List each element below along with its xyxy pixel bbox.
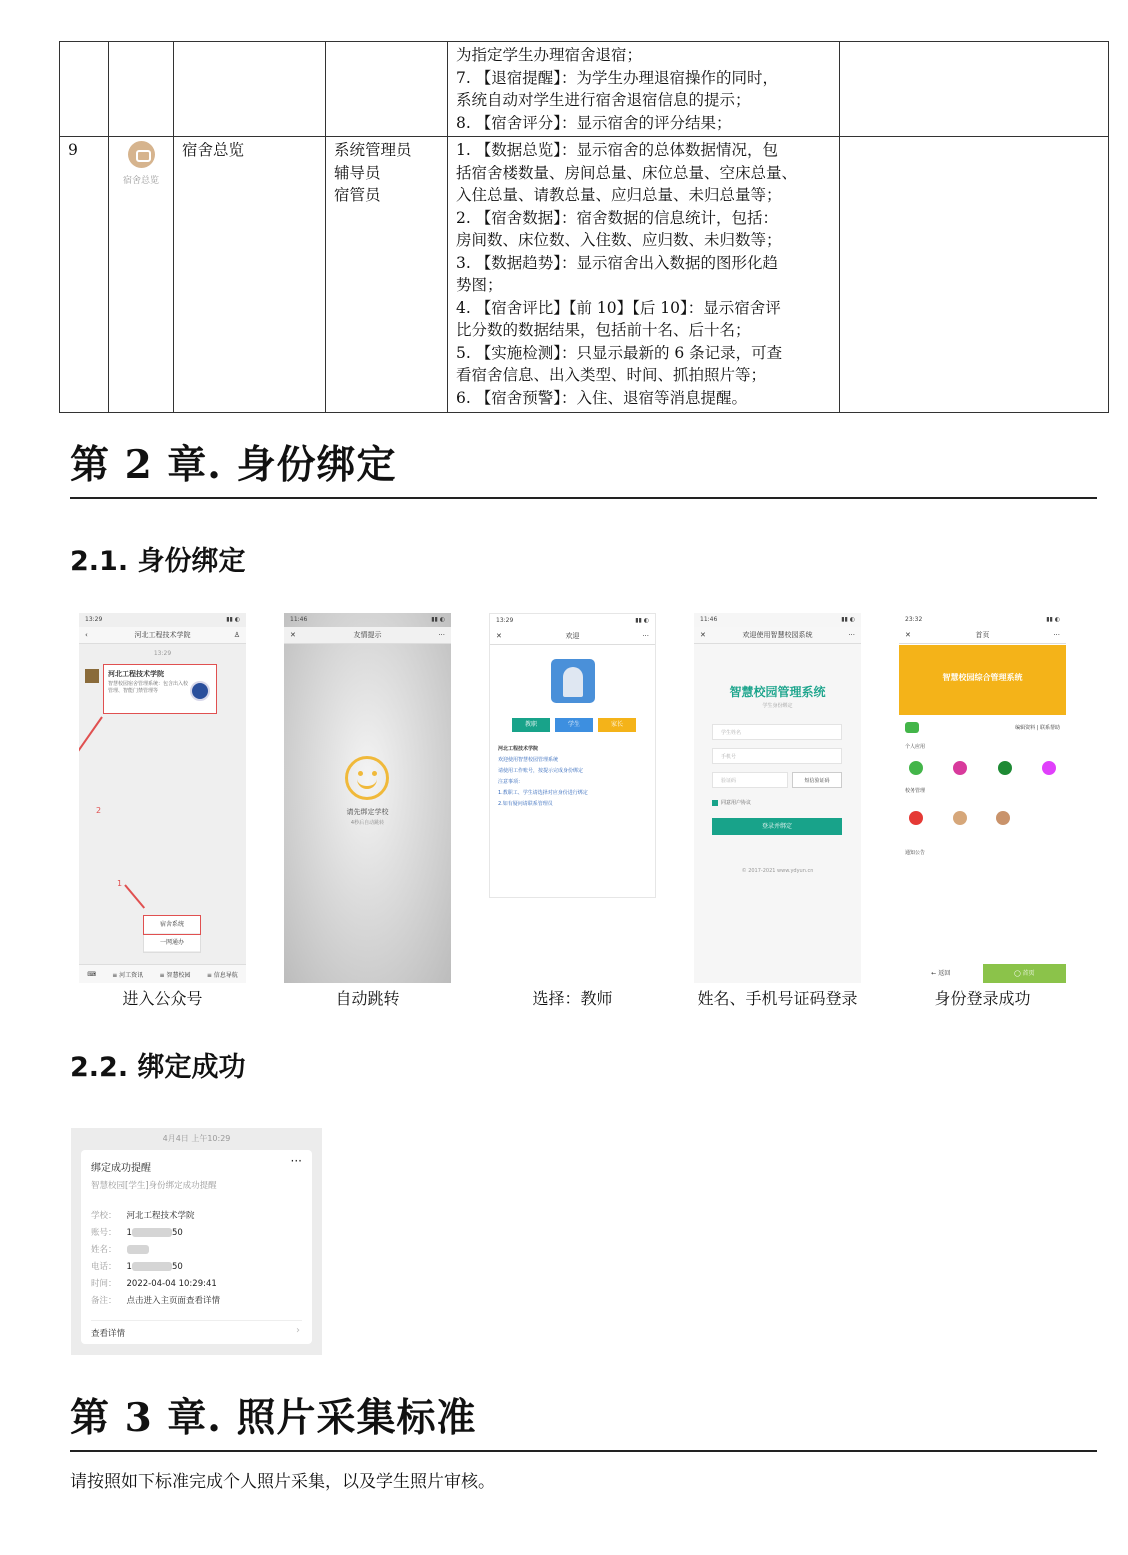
- role-buttons: [512, 718, 636, 732]
- annotation-arrow: [124, 884, 145, 908]
- module-table: [59, 41, 1109, 413]
- role: 宿管员: [334, 186, 381, 204]
- table-cell: [60, 42, 109, 137]
- notification-date: 4月4日 上午10:29: [162, 1134, 231, 1143]
- table-cell: [326, 42, 448, 137]
- card-title: 河北工程技术学院: [108, 670, 164, 678]
- notice-line: 2.如有疑问请联系管理员: [498, 801, 553, 807]
- dorm-overview-icon: [128, 141, 155, 168]
- description-cell: [448, 42, 840, 137]
- module-name: 宿舍总览: [174, 137, 326, 413]
- annotation-label: 2: [96, 806, 102, 815]
- close-icon[interactable]: ✕: [700, 631, 706, 639]
- screenshot-login: [694, 613, 861, 983]
- app-row: [909, 811, 1010, 825]
- tab-back[interactable]: ← 返回: [931, 970, 951, 977]
- field-value: 1: [126, 1262, 132, 1272]
- table-cell: [840, 42, 1109, 137]
- more-icon[interactable]: ···: [642, 632, 649, 640]
- app-icon[interactable]: [998, 761, 1012, 775]
- home-banner: [899, 645, 1066, 715]
- code-field[interactable]: 验证码: [712, 772, 788, 788]
- body-paragraph: 请按照如下标准完成个人照片采集，以及学生照片审核。: [70, 1472, 495, 1492]
- app-icon[interactable]: [909, 761, 923, 775]
- keyboard-icon[interactable]: ⌨: [87, 970, 96, 978]
- caption: 身份登录成功: [934, 989, 1031, 1008]
- redaction-blur: [132, 1262, 172, 1271]
- description-line: 4. 【宿舍评比】【前 10】【后 10】：显示宿舍评: [456, 298, 781, 317]
- table-cell: [109, 42, 174, 137]
- article-card[interactable]: [103, 664, 217, 714]
- description-line: 括宿舍楼数量、房间总量、床位总量、空床总量、: [456, 163, 798, 182]
- user-bar: [905, 717, 1060, 737]
- table-cell: [174, 42, 326, 137]
- app-icon[interactable]: [1042, 761, 1056, 775]
- divider: [91, 1320, 302, 1321]
- chapter-rule: [70, 497, 1097, 499]
- field-value-tail: 50: [171, 1262, 183, 1272]
- app-subtitle: 学生身份绑定: [762, 703, 793, 709]
- description-line: 2. 【宿舍数据】：宿舍数据的信息统计，包括：: [456, 208, 778, 227]
- notice-message: 请先绑定学校: [346, 808, 389, 816]
- wechat-icon: [905, 722, 919, 733]
- role-student-button[interactable]: 学生: [555, 718, 593, 732]
- more-icon[interactable]: ···: [290, 1154, 302, 1168]
- caption: 选择：教师: [532, 989, 613, 1008]
- notice-line: 1.教职工、学生请选择对应身份进行绑定: [498, 790, 588, 796]
- notice-sub: 4秒后自动跳转: [350, 820, 385, 826]
- redaction-blur: [127, 1245, 149, 1254]
- bottom-tabs: [899, 964, 1066, 983]
- screenshot-redirect: [284, 613, 451, 983]
- status-time: 11:46: [290, 616, 308, 623]
- field-key: 电话：: [91, 1262, 117, 1272]
- popup-menu: [143, 915, 201, 953]
- notice-line: 请使用工作账号，按提示完成身份绑定: [498, 768, 584, 774]
- nav-title: 友情提示: [353, 631, 382, 639]
- status-time: 11:46: [700, 616, 718, 623]
- battery-icon: ▮▮ ◐: [226, 616, 240, 623]
- description-line: 8. 【宿舍评分】：显示宿舍的评分结果；: [456, 113, 732, 132]
- description-line: 3. 【数据趋势】：显示宿舍出入数据的图形化趋: [456, 253, 778, 272]
- send-code-button[interactable]: 短信验证码: [792, 772, 842, 788]
- description-line: 系统自动对学生进行宿舍退宿信息的提示；: [456, 91, 751, 109]
- tab-home[interactable]: ◯ 首页: [983, 964, 1067, 983]
- status-time: 13:29: [496, 617, 514, 624]
- profile-icon[interactable]: ♙: [233, 631, 240, 639]
- close-icon[interactable]: ✕: [290, 631, 296, 639]
- caption: 进入公众号: [122, 989, 203, 1008]
- field-key: 学校：: [91, 1211, 117, 1221]
- app-row: [909, 761, 1056, 775]
- description-line: 看宿舍信息、出入类型、时间、抓拍照片等；: [456, 366, 767, 384]
- field-row: [91, 1260, 183, 1272]
- bottom-menu-item[interactable]: ≡ 信息导航: [206, 971, 238, 979]
- table-row: [60, 137, 1109, 413]
- field-value: 河北工程技术学院: [126, 1211, 195, 1221]
- icon-label: 宿舍总览: [122, 175, 159, 186]
- field-row: [91, 1209, 195, 1221]
- avatar: [85, 669, 99, 683]
- close-icon[interactable]: ✕: [905, 631, 911, 639]
- battery-icon: ▮▮ ◐: [431, 616, 445, 623]
- back-icon[interactable]: ‹: [85, 631, 88, 639]
- more-icon[interactable]: ···: [1053, 631, 1060, 639]
- nav-title: 河北工程技术学院: [134, 631, 191, 639]
- bottom-menu-item[interactable]: ≡ 智慧校园: [159, 971, 191, 979]
- description-line: 比分数的数据结果，包括前十名、后十名；: [456, 321, 751, 339]
- close-icon[interactable]: ✕: [496, 632, 502, 640]
- app-icon[interactable]: [953, 811, 967, 825]
- school-logo-icon: [190, 681, 210, 701]
- notice-title: 河北工程技术学院: [498, 746, 539, 752]
- field-key: 姓名：: [91, 1245, 117, 1255]
- menu-item-dorm-system[interactable]: 宿舍系统: [144, 916, 200, 934]
- description-line: 5. 【实施检测】：只显示最新的 6 条记录，可查: [456, 343, 783, 362]
- agree-checkbox[interactable]: 同意用户协议: [712, 799, 751, 806]
- description-line: 入住总量、请教总量、应归总量、未归总量等；: [456, 186, 782, 204]
- phone-field[interactable]: 手机号: [712, 748, 842, 764]
- chapter-rule: [70, 1450, 1097, 1452]
- view-details-link[interactable]: 查看详情: [91, 1329, 126, 1339]
- app-icon[interactable]: [996, 811, 1010, 825]
- user-links[interactable]: 编辑资料 | 联系帮助: [1015, 724, 1060, 731]
- card-desc: 智慧校园宿舍管理系统：包含出入校管理、智能门禁管理等: [108, 681, 189, 694]
- field-row: [91, 1277, 217, 1289]
- table-cell: [840, 137, 1109, 413]
- message-time: 13:29: [153, 650, 172, 657]
- notice-line: 欢迎使用智慧校园管理系统: [498, 757, 559, 763]
- role-parent-button[interactable]: 家长: [598, 718, 636, 732]
- menu-item-one-stop[interactable]: 一网通办: [144, 934, 200, 952]
- screenshot-role-select: [489, 613, 656, 898]
- section-label: 通知公告: [905, 850, 926, 856]
- chapter-3-title: 第 3 章. 照片采集标准: [70, 1395, 477, 1441]
- caption: 自动跳转: [335, 989, 400, 1008]
- redaction-blur: [132, 1228, 172, 1237]
- nav-title: 欢迎使用智慧校园系统: [742, 631, 813, 639]
- status-time: 13:29: [85, 616, 103, 623]
- field-value: 2022-04-04 10:29:41: [126, 1279, 217, 1289]
- nav-title: 欢迎: [565, 632, 580, 640]
- bind-success-notification: [71, 1128, 322, 1355]
- field-value-tail: 50: [171, 1228, 183, 1238]
- user-avatar-icon: [551, 659, 595, 703]
- bottom-menu-item[interactable]: ≡ 河工资讯: [112, 971, 144, 979]
- notification-title: 绑定成功提醒: [91, 1163, 151, 1174]
- status-time: 23:32: [905, 616, 923, 623]
- field-key: 备注：: [91, 1296, 117, 1306]
- section-2-2-title: 2.2. 绑定成功: [70, 1052, 246, 1083]
- role: 系统管理员: [334, 141, 412, 159]
- notification-subtitle: 智慧校园[学生]身份绑定成功提醒: [91, 1181, 217, 1191]
- field-key: 账号：: [91, 1228, 117, 1238]
- roles-cell: [326, 137, 448, 413]
- table-row: [60, 42, 1109, 137]
- more-icon[interactable]: ···: [438, 631, 445, 639]
- nav-title: 首页: [975, 631, 990, 639]
- field-row: [91, 1294, 220, 1306]
- description-cell: [448, 137, 840, 413]
- app-title: 智慧校园管理系统: [729, 685, 826, 699]
- bottom-menu: [79, 964, 246, 983]
- description-line: 房间数、床位数、入住数、应归数、未归数等；: [456, 231, 782, 249]
- chevron-right-icon[interactable]: ›: [296, 1325, 300, 1336]
- description-line: 1. 【数据总览】：显示宿舍的总体数据情况，包: [456, 141, 778, 159]
- notice-body: [498, 744, 647, 810]
- section-label: 个人应用: [905, 744, 926, 750]
- notice-line: 注意事项：: [498, 779, 524, 785]
- login-button[interactable]: 登录并绑定: [712, 818, 842, 835]
- description-line: 7. 【退宿提醒】：为学生办理退宿操作的同时，: [456, 68, 778, 87]
- section-2-1-title: 2.1. 身份绑定: [70, 546, 246, 577]
- description-line: 势图；: [456, 276, 503, 294]
- battery-icon: ▮▮ ◐: [841, 616, 855, 623]
- screenshot-official-account: [79, 613, 246, 983]
- battery-icon: ▮▮ ◐: [1046, 616, 1060, 623]
- role: 辅导员: [334, 163, 381, 182]
- caption: 姓名、手机号证码登录: [697, 989, 858, 1008]
- description-line: 为指定学生办理宿舍退宿；: [456, 46, 643, 64]
- role-teacher-button[interactable]: 教职: [512, 718, 550, 732]
- more-icon[interactable]: ···: [848, 631, 855, 639]
- app-icon[interactable]: [909, 811, 923, 825]
- screenshot-home: [899, 613, 1066, 983]
- smile-icon: [345, 756, 389, 800]
- name-field[interactable]: 学生姓名: [712, 724, 842, 740]
- battery-icon: ▮▮ ◐: [635, 617, 649, 624]
- annotation-arrow: [79, 716, 103, 793]
- field-value: 点击进入主页面查看详情: [126, 1296, 221, 1306]
- app-icon[interactable]: [953, 761, 967, 775]
- annotation-label: 1: [117, 879, 123, 888]
- copyright: © 2017-2021 www.ydyun.cn: [741, 868, 814, 874]
- banner-title: 智慧校园综合管理系统: [942, 673, 1023, 682]
- section-label: 校务管理: [905, 788, 926, 794]
- field-value: 1: [126, 1228, 132, 1238]
- notification-card[interactable]: [81, 1150, 312, 1344]
- chapter-2-title: 第 2 章. 身份绑定: [70, 442, 397, 488]
- field-row: [91, 1243, 149, 1255]
- field-row: [91, 1226, 183, 1238]
- icon-cell: [109, 137, 174, 413]
- field-key: 时间：: [91, 1279, 117, 1289]
- row-number: 9: [60, 137, 109, 413]
- description-line: 6. 【宿舍预警】：入住、退宿等消息提醒。: [456, 388, 747, 407]
